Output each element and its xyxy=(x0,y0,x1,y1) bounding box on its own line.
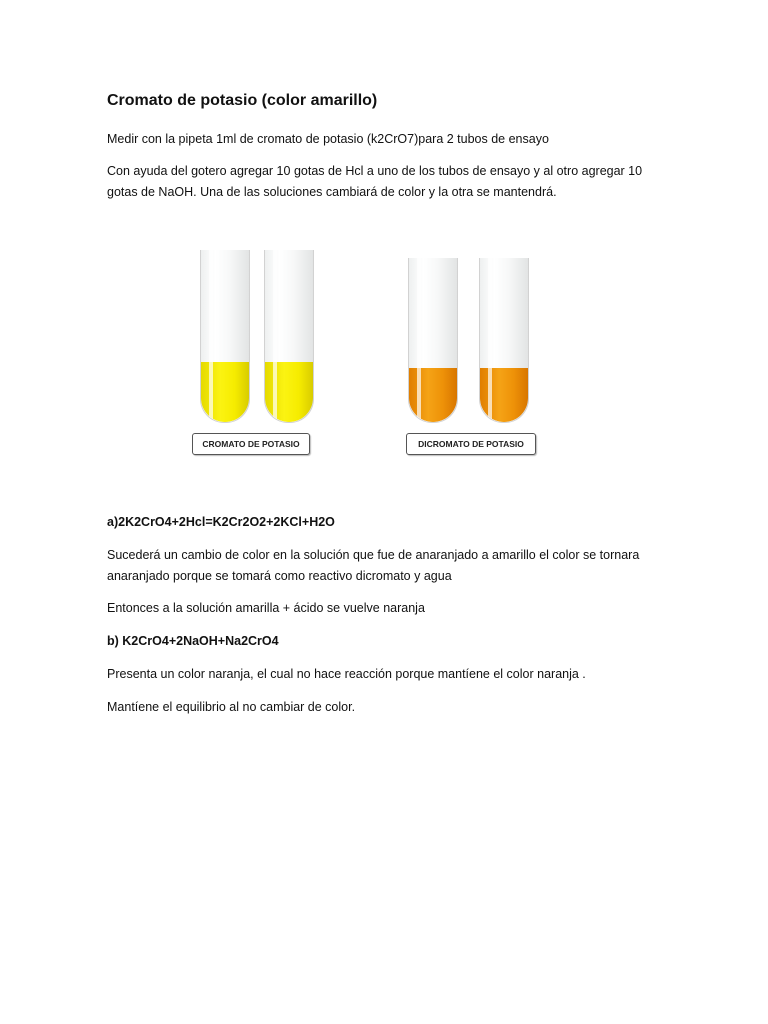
yellow-solution xyxy=(265,362,313,422)
orange-solution xyxy=(409,368,457,422)
chromate-tube-group xyxy=(190,240,330,460)
dichromate-tube-group xyxy=(405,240,545,460)
chromate-label: CROMATO DE POTASIO xyxy=(192,433,310,455)
test-tubes-figure xyxy=(180,240,550,460)
test-tube-1 xyxy=(200,250,250,423)
paragraph-dropper: Con ayuda del gotero agregar 10 gotas de Hcl a uno de los tubos de ensayo y al otro agregar 10 gotas de NaOH. Una de las soluciones cambiará de color y la otra se mantendrá. xyxy=(107,164,643,199)
paragraph-orange: Presenta un color naranja, el cual no hace reacción porque mantíene el color naranja . xyxy=(107,667,586,681)
dichromate-label: DICROMATO DE POTASIO xyxy=(406,433,536,455)
test-tube-2 xyxy=(264,250,314,423)
test-tube-3 xyxy=(408,258,458,423)
equation-a: a)2K2CrO4+2Hcl=K2Cr2O2+2KCl+H2O xyxy=(107,515,335,529)
equation-b: b) K2CrO4+2NaOH+Na2CrO4 xyxy=(107,634,279,648)
orange-solution xyxy=(480,368,528,422)
paragraph-color-change: Sucederá un cambio de color en la solución que fue de anaranjado a amarillo el color se tornara anaranjado porque se tomará como reactivo dicromato y agua xyxy=(107,548,640,583)
yellow-solution xyxy=(201,362,249,422)
paragraph-equilibrium: Mantíene el equilibrio al no cambiar de color. xyxy=(107,700,356,714)
paragraph-pipette: Medir con la pipeta 1ml de cromato de potasio (k2CrO7)para 2 tubos de ensayo xyxy=(107,132,549,146)
page-title: Cromato de potasio (color amarillo) xyxy=(107,92,378,109)
paragraph-acid: Entonces a la solución amarilla + ácido se vuelve naranja xyxy=(107,601,425,615)
test-tube-4 xyxy=(479,258,529,423)
